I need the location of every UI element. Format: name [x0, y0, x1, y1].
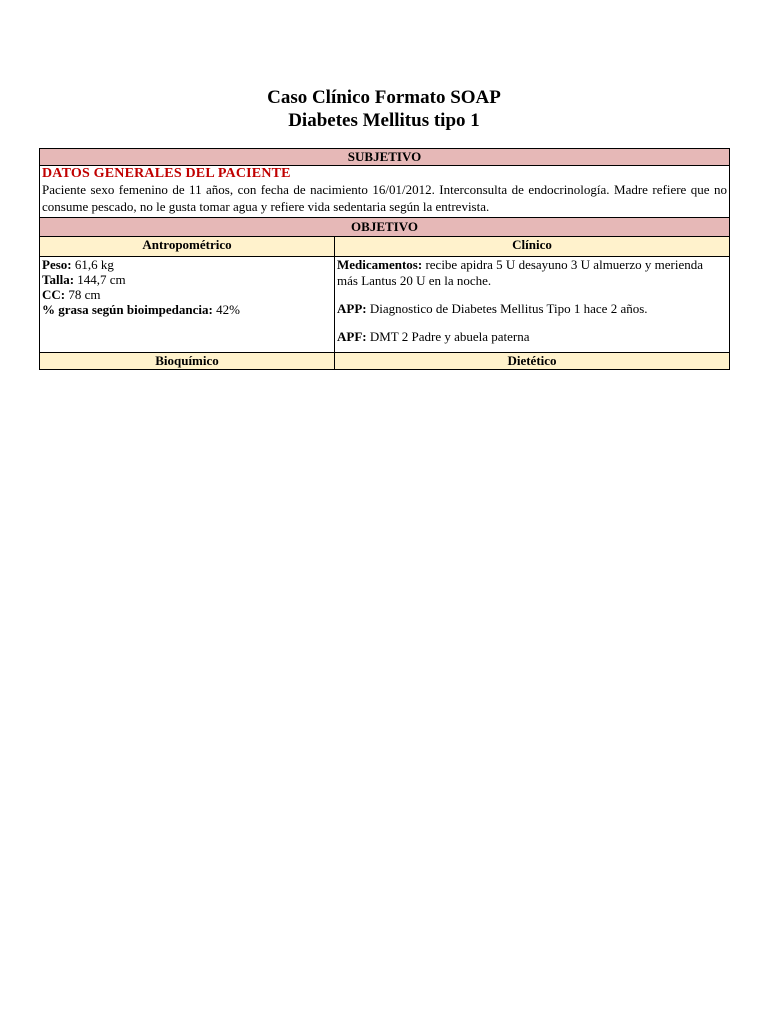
- grasa-value: 42%: [212, 302, 240, 317]
- subjetivo-text: Paciente sexo femenino de 11 años, con fecha de nacimiento 16/01/2012. Interconsulta de endocrinología. Madre refiere que no consume pescado, no le gusta tomar agua y refiere vida sedentaria según la entrevista.: [42, 182, 727, 214]
- grasa-label: % grasa según bioimpedancia:: [42, 302, 213, 317]
- antropometrico-header: Antropométrico: [40, 237, 335, 257]
- clinico-header: Clínico: [335, 237, 730, 257]
- cc-value: 78 cm: [65, 287, 101, 302]
- cc-line: [42, 287, 332, 302]
- dietetico-header: Dietético: [335, 353, 730, 370]
- bioquimico-dietetico-row: [40, 353, 730, 370]
- antropometrico-cell: [40, 257, 335, 353]
- talla-line: [42, 272, 332, 287]
- cc-label: CC:: [42, 287, 66, 302]
- apf-line: [337, 329, 727, 345]
- objetivo-body-row: [40, 257, 730, 353]
- talla-value: 144,7 cm: [74, 272, 126, 287]
- subjetivo-body-row: [40, 166, 730, 218]
- medicamentos-value: recibe apidra 5 U desayuno 3 U almuerzo y merienda más Lantus 20 U en la noche.: [337, 257, 704, 288]
- app-label: APP:: [337, 301, 367, 316]
- objetivo-header-row: [40, 218, 730, 237]
- app-line: [337, 301, 727, 317]
- peso-label: Peso:: [42, 257, 72, 272]
- peso-value: 61,6 kg: [71, 257, 114, 272]
- bioquimico-header: Bioquímico: [40, 353, 335, 370]
- peso-line: [42, 257, 332, 272]
- objetivo-header: OBJETIVO: [40, 218, 730, 237]
- subjetivo-cell: [40, 166, 730, 218]
- talla-label: Talla:: [42, 272, 75, 287]
- document-subtitle: Diabetes Mellitus tipo 1: [288, 110, 480, 131]
- datos-generales-title: DATOS GENERALES DEL PACIENTE: [42, 166, 291, 181]
- document-title: Caso Clínico Formato SOAP: [267, 87, 501, 108]
- soap-table: [39, 148, 730, 370]
- objetivo-subheader-row: [40, 237, 730, 257]
- grasa-line: [42, 302, 332, 317]
- apf-value: DMT 2 Padre y abuela paterna: [366, 329, 530, 344]
- apf-label: APF:: [337, 329, 367, 344]
- clinico-cell: [335, 257, 730, 353]
- subjetivo-header-row: [40, 149, 730, 166]
- subjetivo-header: SUBJETIVO: [40, 149, 730, 166]
- medicamentos-line: [337, 257, 727, 289]
- app-value: Diagnostico de Diabetes Mellitus Tipo 1 hace 2 años.: [366, 301, 648, 316]
- medicamentos-label: Medicamentos:: [337, 257, 423, 272]
